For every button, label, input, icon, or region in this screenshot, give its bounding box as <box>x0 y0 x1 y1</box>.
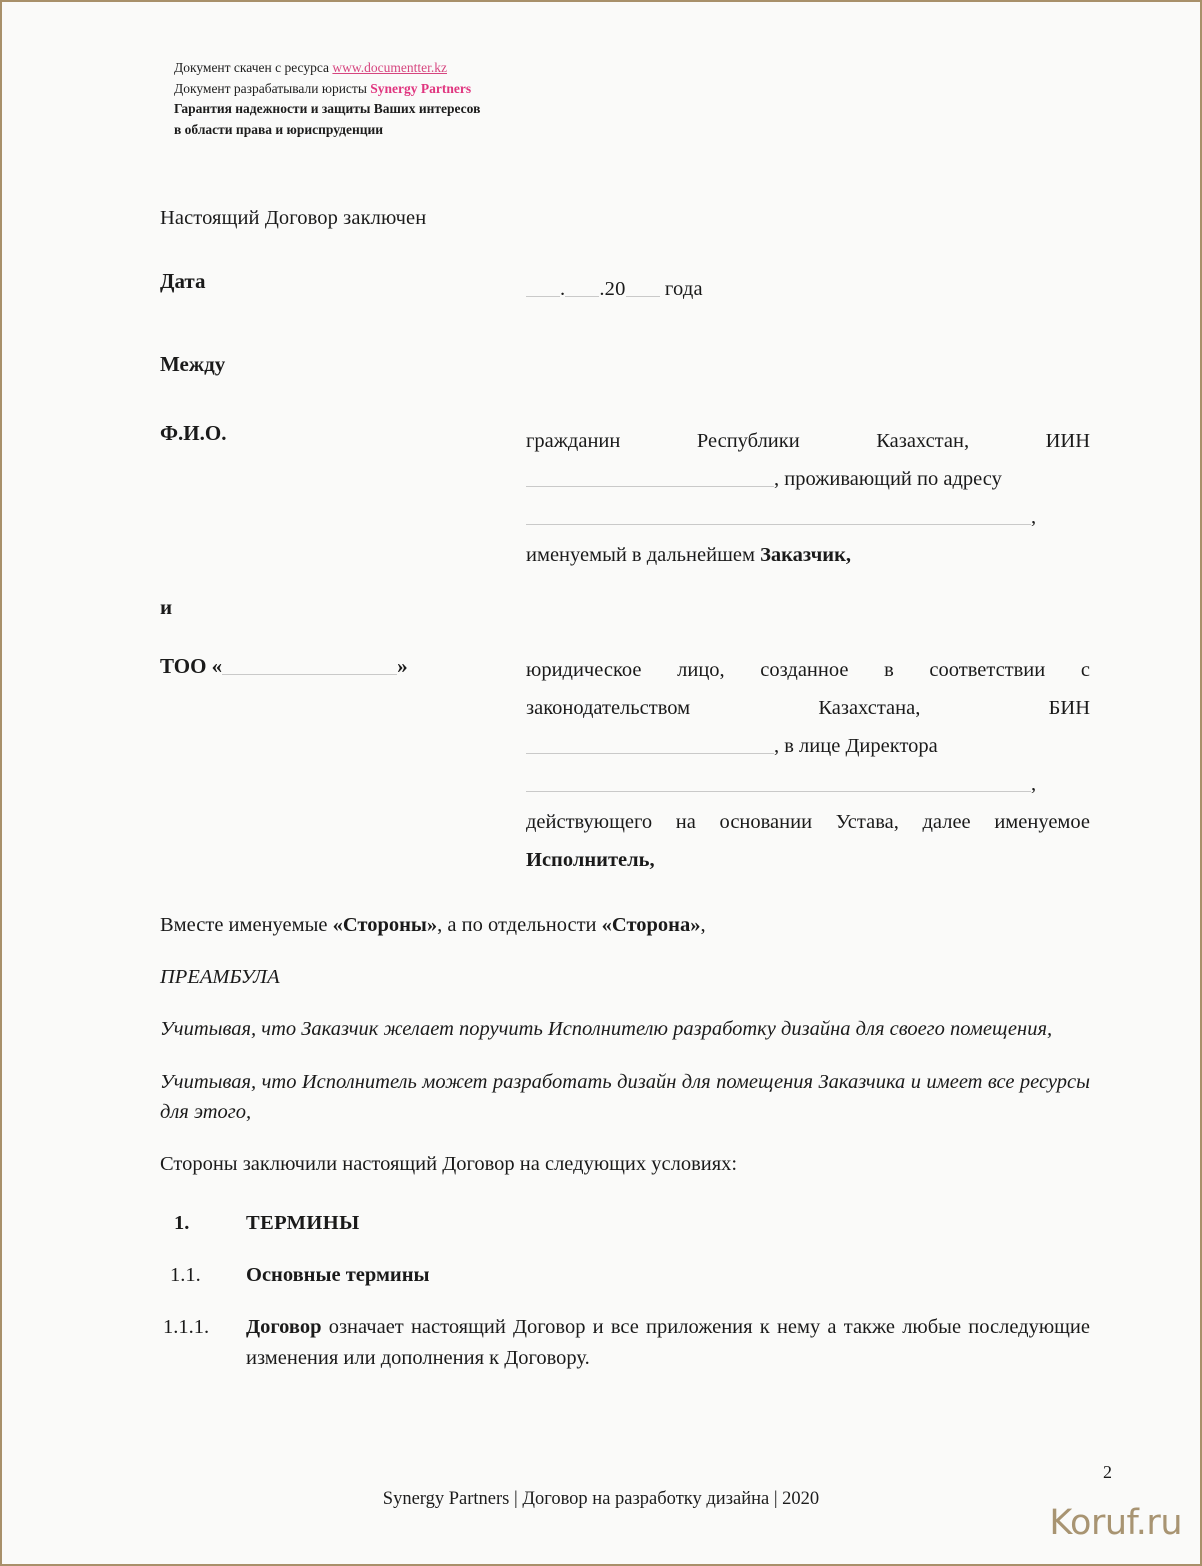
section-1 <box>160 1208 1090 1238</box>
customer-address-label: , проживающий по адресу <box>774 468 1002 491</box>
brand-name: Synergy Partners <box>370 80 472 96</box>
contractor-legal-line: юридическое лицо, созданное в соответствии с законодательством Казахстана, БИН <box>526 659 1090 720</box>
date-row <box>160 268 1090 309</box>
parties-prefix: Вместе именуемые <box>160 913 333 936</box>
contractor-bin-line <box>526 728 1090 766</box>
customer-party-row <box>160 423 1090 575</box>
section-1-1-1-term: Договор <box>246 1316 322 1339</box>
section-1-1-number: 1.1. <box>170 1263 201 1286</box>
customer-address-line <box>526 499 1090 537</box>
contractor-designation-line <box>526 804 1090 880</box>
date-month-blank[interactable] <box>565 274 599 297</box>
date-separator-1: . <box>560 277 566 300</box>
contractor-party-row <box>160 652 1090 880</box>
and-row <box>160 597 1090 618</box>
parties-middle: , а по отдельности <box>437 913 602 936</box>
contractor-director-blank[interactable] <box>526 769 1031 792</box>
source-notice-line-2 <box>174 79 734 100</box>
section-1-title: ТЕРМИНЫ <box>246 1211 360 1234</box>
customer-designation-prefix: именуемый в дальнейшем <box>526 544 761 567</box>
contractor-details <box>526 652 1090 880</box>
lawyers-prefix: Документ разрабатывали юристы <box>174 80 371 96</box>
customer-iin-blank[interactable] <box>526 465 774 488</box>
koruf-watermark: Koruf.ru <box>1049 1503 1182 1543</box>
document-page <box>2 2 1200 1564</box>
between-label: Между <box>160 352 226 377</box>
parties-singular-term: «Сторона» <box>601 913 701 936</box>
contractor-label <box>160 652 526 677</box>
preamble-heading: ПРЕАМБУЛА <box>160 965 280 988</box>
date-separator-2: .20 <box>599 277 626 300</box>
intro-line: Настоящий Договор заключен <box>160 207 427 229</box>
date-suffix: года <box>664 277 703 300</box>
recital-1: Учитывая, что Заказчик желает поручить Исполнителю разработку дизайна для своего помещения, <box>160 1018 1053 1041</box>
contractor-director-label: , в лице Директора <box>774 734 938 757</box>
section-1-number: 1. <box>174 1211 190 1234</box>
customer-citizenship-line: гражданин Республики Казахстан, ИИН <box>526 430 1090 453</box>
parties-collective-line <box>160 910 1090 940</box>
customer-address-blank[interactable] <box>526 503 1031 526</box>
parties-plural-term: «Стороны» <box>332 913 438 936</box>
between-row <box>160 354 1090 375</box>
date-day-blank[interactable] <box>526 274 560 297</box>
contractor-bin-blank[interactable] <box>526 731 774 754</box>
contractor-label-prefix: ТОО « <box>160 654 223 679</box>
section-1-1-1-number: 1.1.1. <box>163 1316 210 1339</box>
customer-designation-line <box>526 537 1090 575</box>
source-notice-prefix: Документ скачен с ресурса <box>174 60 333 75</box>
footer-text: Synergy Partners | Договор на разработку дизайна | 2020 <box>382 1489 820 1509</box>
parties-suffix: , <box>700 913 706 936</box>
customer-address-comma: , <box>1031 506 1037 529</box>
section-1-1-1-body <box>246 1312 1090 1373</box>
section-1-1-1-definition: означает настоящий Договор и все приложения к нему а также любые последующие изменения или дополнения к Договору. <box>246 1316 1090 1369</box>
page-number: 2 <box>1103 1462 1112 1482</box>
contractor-designation-prefix: действующего на основании Устава, далее именуемое <box>526 810 1090 833</box>
contractor-designation-term: Исполнитель, <box>526 848 655 871</box>
section-1-1-title: Основные термины <box>246 1263 430 1286</box>
source-notice-line-1 <box>174 58 734 79</box>
agreement-line: Стороны заключили настоящий Договор на следующих условиях: <box>160 1153 738 1176</box>
document-body <box>160 208 1090 1395</box>
customer-designation-term: Заказчик, <box>760 544 852 567</box>
contractor-director-comma: , <box>1031 772 1037 795</box>
date-label: Дата <box>160 268 206 293</box>
section-1-1-1 <box>160 1312 1090 1373</box>
source-notice-line-4: в области права и юриспруденции <box>174 121 384 137</box>
source-notice-line-3: Гарантия надежности и защиты Ваших интересов <box>174 101 481 117</box>
date-value[interactable] <box>526 278 703 300</box>
section-1-1 <box>160 1260 1090 1290</box>
contractor-director-line <box>526 766 1090 804</box>
contractor-name-blank[interactable] <box>222 652 397 675</box>
customer-label: Ф.И.О. <box>160 421 227 446</box>
contractor-label-suffix: » <box>397 654 408 679</box>
customer-details <box>526 423 1090 575</box>
source-notice <box>174 58 734 140</box>
customer-iin-line <box>526 461 1090 499</box>
recital-2: Учитывая, что Исполнитель может разработать дизайн для помещения Заказчика и имеет все ресурсы для этого, <box>160 1070 1090 1123</box>
source-website-link[interactable]: www.documentter.kz <box>332 60 447 75</box>
and-label: и <box>160 595 173 620</box>
date-year-blank[interactable] <box>626 274 660 297</box>
